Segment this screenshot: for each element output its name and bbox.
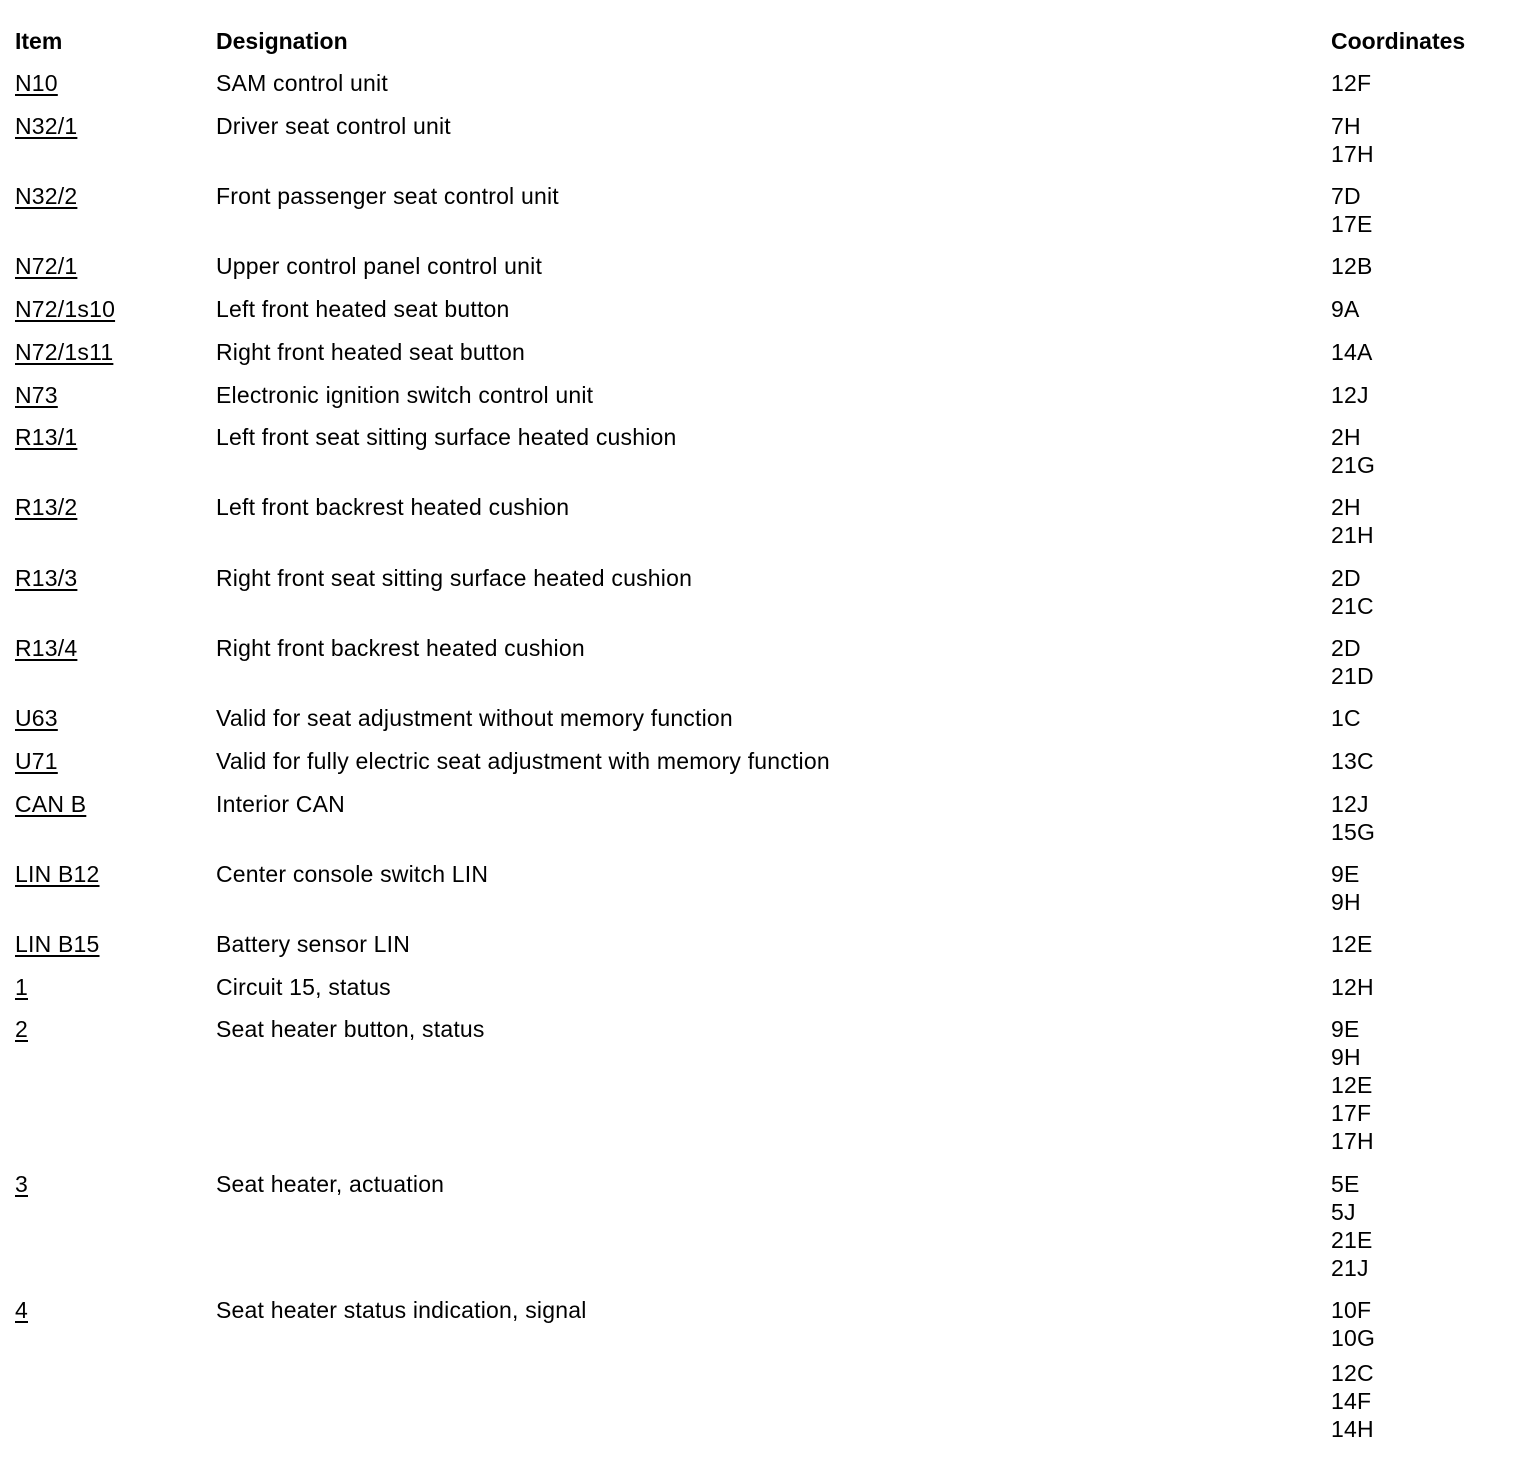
coordinate-value: 5E — [1331, 1171, 1360, 1197]
coordinates-cell — [1331, 493, 1374, 549]
header-coordinates: Coordinates — [1331, 28, 1466, 54]
coordinate-value: 21C — [1331, 593, 1374, 619]
coordinate-value: 9H — [1331, 889, 1361, 915]
designation-text: Circuit 15, status — [216, 974, 391, 1000]
item-link[interactable]: LIN B12 — [15, 861, 100, 887]
coordinates-cell — [1331, 112, 1374, 168]
coordinate-value: 21E — [1331, 1227, 1373, 1253]
coordinate-value: 21D — [1331, 663, 1374, 689]
coordinate-value: 7H — [1331, 113, 1361, 139]
coordinates-cell — [1331, 381, 1369, 409]
designation-text: Right front seat sitting surface heated cushion — [216, 565, 693, 591]
item-link[interactable]: N73 — [15, 382, 58, 408]
item-link[interactable]: U71 — [15, 748, 58, 774]
designation-text: Seat heater, actuation — [216, 1171, 445, 1197]
coordinate-value: 14H — [1331, 1416, 1374, 1442]
coordinates-cell — [1331, 182, 1373, 238]
item-link[interactable]: 3 — [15, 1171, 28, 1197]
coordinate-value: 2H — [1331, 494, 1361, 520]
item-link[interactable]: N72/1 — [15, 253, 78, 279]
coordinate-value: 12F — [1331, 70, 1372, 96]
coordinate-value: 21G — [1331, 452, 1376, 478]
designation-text: Right front backrest heated cushion — [216, 635, 585, 661]
designation-text: Front passenger seat control unit — [216, 183, 559, 209]
coordinate-value: 21J — [1331, 1255, 1369, 1281]
coordinates-cell — [1331, 930, 1373, 958]
coordinate-value: 12C — [1331, 1360, 1374, 1386]
coordinate-value: 12E — [1331, 1072, 1373, 1098]
coordinates-cell — [1331, 252, 1373, 280]
coordinates-cell — [1331, 747, 1374, 775]
designation-text: Seat heater button, status — [216, 1016, 485, 1042]
designation-text: Left front heated seat button — [216, 296, 510, 322]
item-link[interactable]: 1 — [15, 974, 28, 1000]
designation-text: Driver seat control unit — [216, 113, 451, 139]
designation-text: Center console switch LIN — [216, 861, 489, 887]
designation-text: Left front seat sitting surface heated cushion — [216, 424, 677, 450]
coordinate-value: 12J — [1331, 382, 1369, 408]
coordinates-cell — [1331, 704, 1361, 732]
coordinates-cell — [1331, 564, 1374, 620]
coordinate-value: 5J — [1331, 1199, 1356, 1225]
item-link[interactable]: N72/1s10 — [15, 296, 116, 322]
coordinate-value: 7D — [1331, 183, 1361, 209]
coordinates-cell — [1331, 973, 1374, 1001]
designation-text: Upper control panel control unit — [216, 253, 543, 279]
coordinates-cell — [1331, 860, 1361, 916]
designation-text: Interior CAN — [216, 791, 345, 817]
item-link[interactable]: 4 — [15, 1297, 28, 1323]
item-link[interactable]: N32/2 — [15, 183, 78, 209]
coordinate-value: 12E — [1331, 931, 1373, 957]
coordinates-cell — [1331, 295, 1360, 323]
designation-text: Valid for seat adjustment without memory function — [216, 705, 733, 731]
item-link[interactable]: R13/4 — [15, 635, 78, 661]
item-link[interactable]: LIN B15 — [15, 931, 100, 957]
coordinate-value: 17H — [1331, 1128, 1374, 1154]
coordinate-value: 21H — [1331, 522, 1374, 548]
coordinate-value: 10F — [1331, 1297, 1372, 1323]
designation-text: Valid for fully electric seat adjustment with memory function — [216, 748, 830, 774]
coordinate-value: 13C — [1331, 748, 1374, 774]
item-link[interactable]: N72/1s11 — [15, 339, 114, 365]
designation-text: Electronic ignition switch control unit — [216, 382, 594, 408]
coordinates-cell — [1331, 423, 1375, 479]
coordinate-value: 10G — [1331, 1325, 1376, 1351]
coordinate-value: 9E — [1331, 861, 1360, 887]
coordinates-cell — [1331, 790, 1375, 846]
coordinate-value: 12J — [1331, 791, 1369, 817]
item-link[interactable]: R13/2 — [15, 494, 78, 520]
designation-text: Left front backrest heated cushion — [216, 494, 570, 520]
item-link[interactable]: N32/1 — [15, 113, 78, 139]
coordinate-value: 17F — [1331, 1100, 1372, 1126]
coordinates-cell — [1331, 1015, 1374, 1155]
designation-text: Right front heated seat button — [216, 339, 526, 365]
item-link[interactable]: R13/3 — [15, 565, 78, 591]
coordinate-value: 14A — [1331, 339, 1373, 365]
designation-text: Seat heater status indication, signal — [216, 1297, 587, 1323]
coordinates-cell — [1331, 634, 1374, 690]
coordinate-value: 17E — [1331, 211, 1373, 237]
coordinate-value: 2D — [1331, 635, 1361, 661]
item-link[interactable]: N10 — [15, 70, 58, 96]
coordinate-value: 2D — [1331, 565, 1361, 591]
coordinate-value: 9A — [1331, 296, 1360, 322]
coordinates-cell — [1331, 338, 1373, 366]
item-link[interactable]: CAN B — [15, 791, 87, 817]
item-link[interactable]: 2 — [15, 1016, 28, 1042]
header-item: Item — [15, 28, 63, 54]
coordinate-value: 12H — [1331, 974, 1374, 1000]
item-link[interactable]: U63 — [15, 705, 58, 731]
coordinate-value: 2H — [1331, 424, 1361, 450]
coordinates-cell — [1331, 69, 1371, 97]
coordinate-value: 15G — [1331, 819, 1376, 845]
coordinate-value: 14F — [1331, 1388, 1372, 1414]
designation-text: Battery sensor LIN — [216, 931, 411, 957]
coordinate-value: 1C — [1331, 705, 1361, 731]
coordinates-cell — [1331, 1170, 1373, 1282]
coordinate-value: 12B — [1331, 253, 1373, 279]
header-designation: Designation — [216, 28, 348, 54]
designation-text: SAM control unit — [216, 70, 388, 96]
coordinate-value: 9E — [1331, 1016, 1360, 1042]
item-link[interactable]: R13/1 — [15, 424, 78, 450]
coordinate-value: 17H — [1331, 141, 1374, 167]
coordinate-value: 9H — [1331, 1044, 1361, 1070]
coordinates-cell — [1331, 1296, 1375, 1443]
